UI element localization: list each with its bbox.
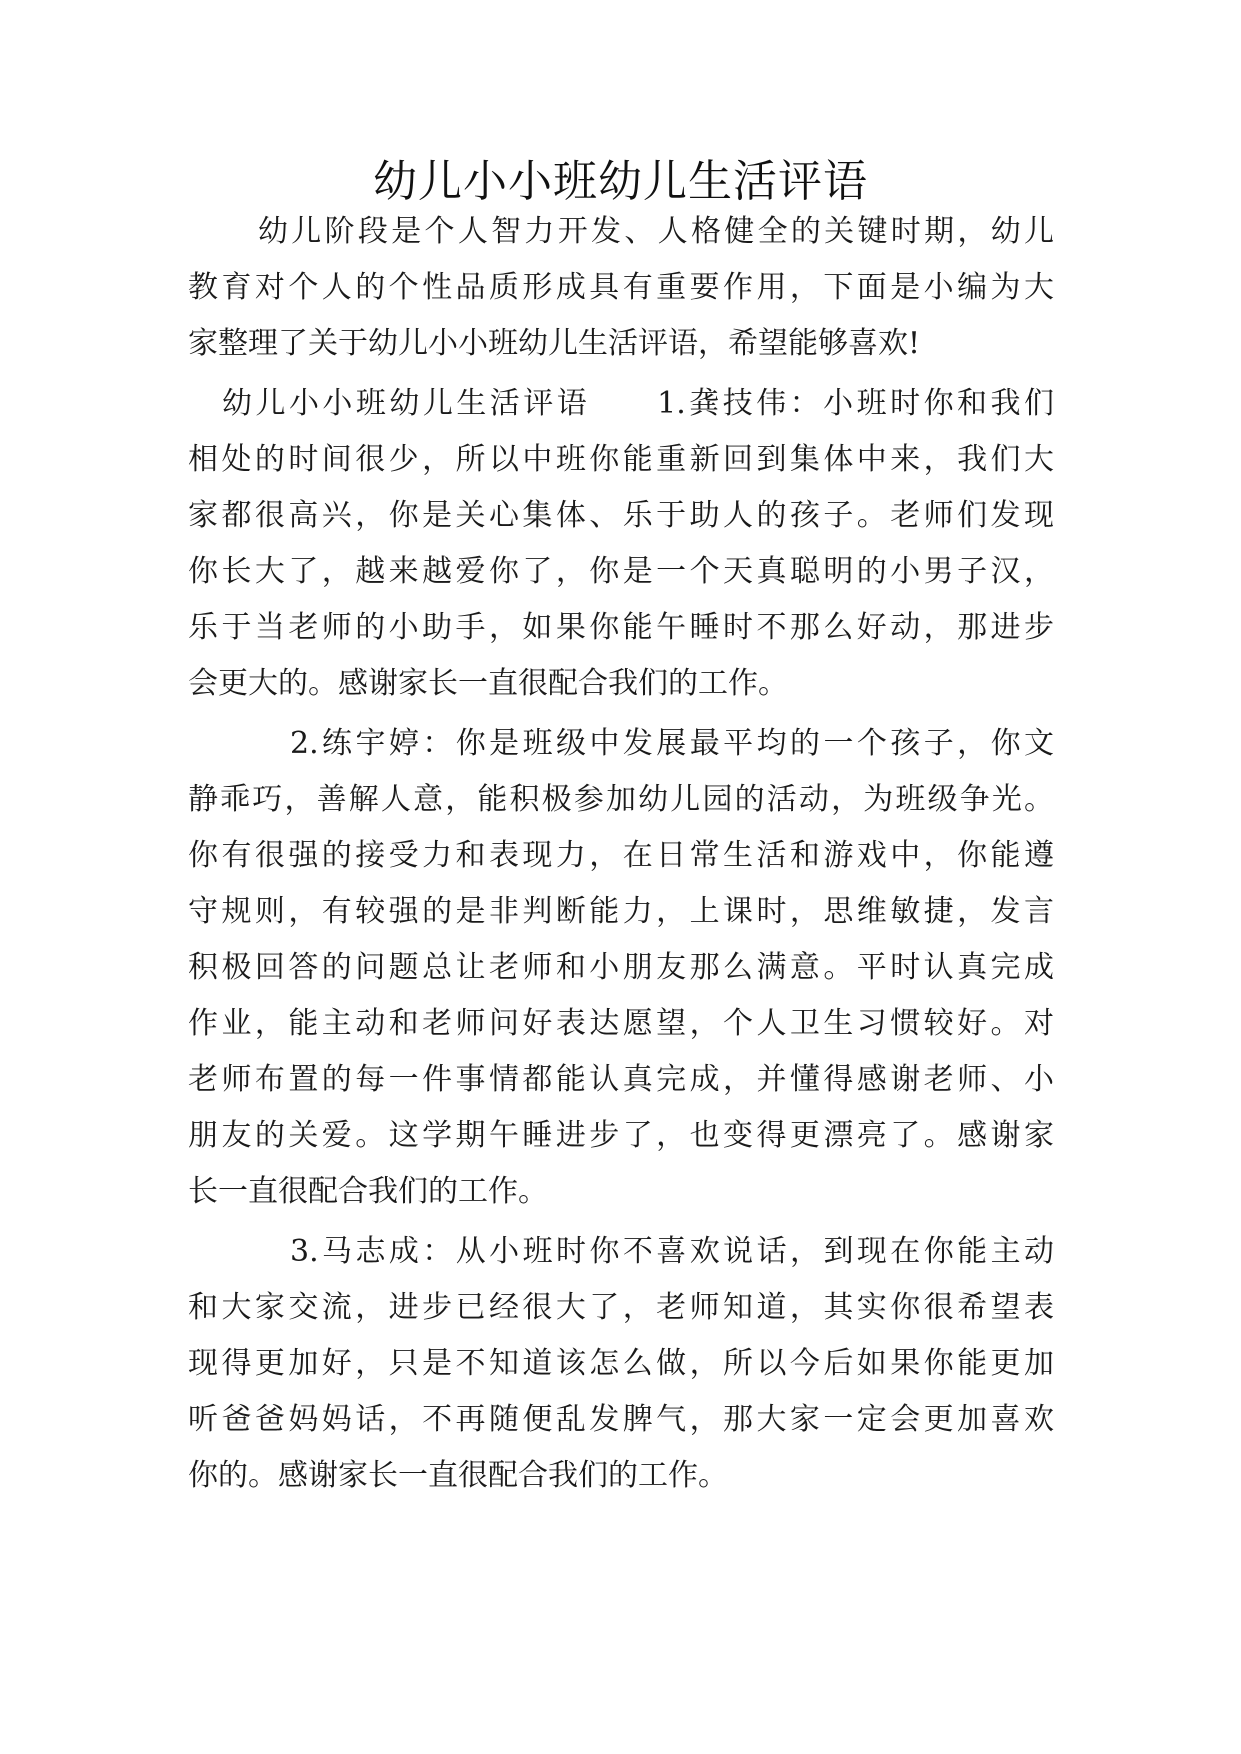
text-line: 现得更加好，只是不知道该怎么做，所以今后如果你能更加	[188, 1346, 1054, 1381]
text-line: 幼儿阶段是个人智力开发、人格健全的关键时期，幼儿	[258, 214, 1054, 249]
text-line: 会更大的。感谢家长一直很配合我们的工作。	[188, 666, 788, 701]
text-line: 听爸爸妈妈话，不再随便乱发脾气，那大家一定会更加喜欢	[188, 1402, 1054, 1437]
text-line: 家整理了关于幼儿小小班幼儿生活评语，希望能够喜欢!	[188, 326, 921, 361]
document-title: 幼儿小小班幼儿生活评语	[373, 156, 868, 207]
text-line: 你长大了，越来越爱你了，你是一个天真聪明的小男子汉，	[188, 554, 1054, 589]
text-line: 2.练宇婷：你是班级中发展最平均的一个孩子，你文	[290, 726, 1054, 761]
text-line: 相处的时间很少，所以中班你能重新回到集体中来，我们大	[188, 442, 1054, 477]
text-line: 家都很高兴，你是关心集体、乐于助人的孩子。老师们发现	[188, 498, 1054, 533]
text-line: 教育对个人的个性品质形成具有重要作用，下面是小编为大	[188, 270, 1054, 305]
text-line: 幼儿小小班幼儿生活评语 1.龚技伟：小班时你和我们	[222, 386, 1054, 421]
text-line: 乐于当老师的小助手，如果你能午睡时不那么好动，那进步	[188, 610, 1054, 645]
text-line: 朋友的关爱。这学期午睡进步了，也变得更漂亮了。感谢家	[188, 1118, 1054, 1153]
text-line: 老师布置的每一件事情都能认真完成，并懂得感谢老师、小	[188, 1062, 1054, 1097]
text-line: 你有很强的接受力和表现力，在日常生活和游戏中，你能遵	[188, 838, 1054, 873]
text-line: 和大家交流，进步已经很大了，老师知道，其实你很希望表	[188, 1290, 1054, 1325]
text-line: 作业，能主动和老师问好表达愿望，个人卫生习惯较好。对	[188, 1006, 1054, 1041]
text-line: 你的。感谢家长一直很配合我们的工作。	[188, 1458, 728, 1493]
text-line: 静乖巧，善解人意，能积极参加幼儿园的活动，为班级争光。	[188, 782, 1054, 817]
text-line: 积极回答的问题总让老师和小朋友那么满意。平时认真完成	[188, 950, 1054, 985]
text-line: 长一直很配合我们的工作。	[188, 1174, 548, 1209]
text-line: 3.马志成：从小班时你不喜欢说话，到现在你能主动	[290, 1234, 1054, 1269]
text-line: 守规则，有较强的是非判断能力，上课时，思维敏捷，发言	[188, 894, 1054, 929]
